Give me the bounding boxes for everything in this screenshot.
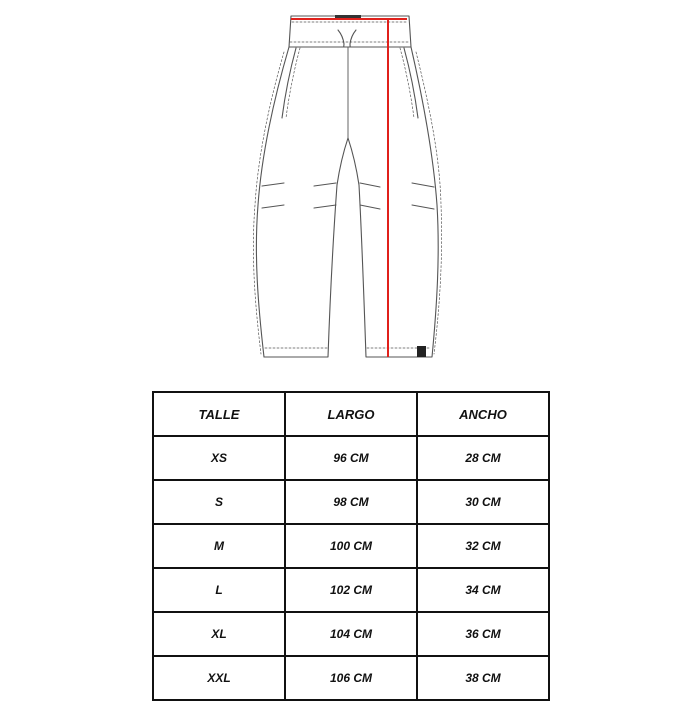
header-talle: TALLE: [153, 392, 285, 436]
length-cell: 102 CM: [285, 568, 417, 612]
table-header-row: [153, 392, 549, 436]
table-row: [153, 612, 549, 656]
hem-tag: [417, 346, 426, 357]
width-cell: 38 CM: [417, 656, 549, 700]
length-cell: 100 CM: [285, 524, 417, 568]
length-cell: 106 CM: [285, 656, 417, 700]
width-cell: 36 CM: [417, 612, 549, 656]
length-cell: 96 CM: [285, 436, 417, 480]
length-cell: 98 CM: [285, 480, 417, 524]
width-cell: 34 CM: [417, 568, 549, 612]
width-cell: 32 CM: [417, 524, 549, 568]
table-row: [153, 436, 549, 480]
size-cell: XXL: [153, 656, 285, 700]
length-cell: 104 CM: [285, 612, 417, 656]
table-row: [153, 656, 549, 700]
pants-outline: [256, 47, 438, 357]
header-largo: LARGO: [285, 392, 417, 436]
table-row: [153, 568, 549, 612]
width-cell: 30 CM: [417, 480, 549, 524]
width-cell: 28 CM: [417, 436, 549, 480]
size-cell: L: [153, 568, 285, 612]
size-cell: XS: [153, 436, 285, 480]
table-row: [153, 524, 549, 568]
size-cell: S: [153, 480, 285, 524]
table-row: [153, 480, 549, 524]
header-ancho: ANCHO: [417, 392, 549, 436]
size-chart-table: [152, 391, 550, 701]
size-cell: XL: [153, 612, 285, 656]
size-cell: M: [153, 524, 285, 568]
